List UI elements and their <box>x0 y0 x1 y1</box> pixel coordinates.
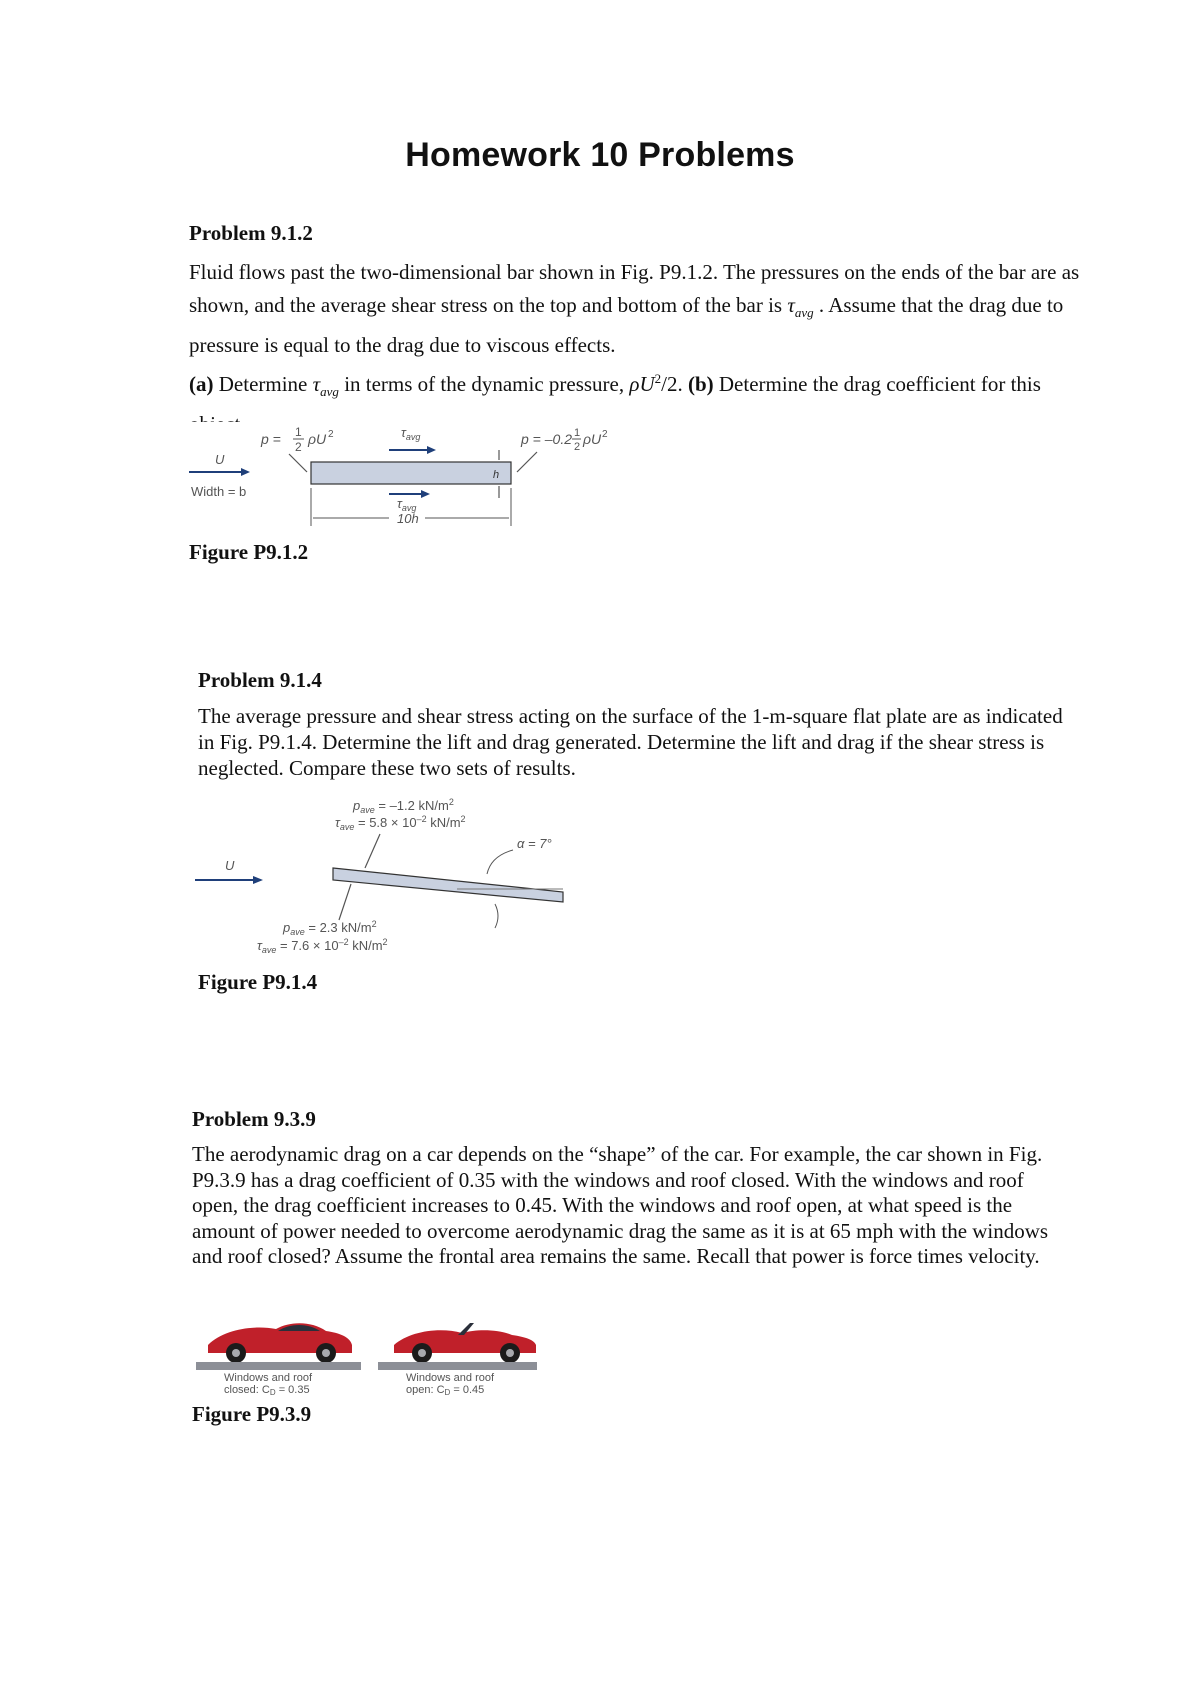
figure-p9-3-9 <box>194 1307 539 1395</box>
figure-caption: Figure P9.1.2 <box>189 540 309 564</box>
car-open-label-line2: open: CD = 0.45 <box>406 1384 485 1395</box>
tau-bottom-label: $\tau_{avg}$ <box>397 496 417 513</box>
problem-9-1-4 <box>198 668 1078 781</box>
problem-text: Fluid flows past the two-dimensional bar shown in Fig. P9.1.2. The pressures on the ends of the bar are as shown, and the average shear stress on the top and bottom of the bar is $\tau_{avg}$ . Assume that the drag due to pressure is equal to the drag due to viscous effects. (a) Determine $\tau_{avg}$ in terms of the dynamic pressure, $\rho U^2/2$. (b) Determine the drag coefficient for this <box>189 260 1080 399</box>
svg-text:1: 1 <box>574 427 581 439</box>
car-closed-label-line1: Windows and roof <box>224 1372 313 1384</box>
top-pressure-label: $p_{ave} = -1.2$ $kN/m^2$ <box>353 797 454 815</box>
flat-plate <box>333 868 563 902</box>
problem-heading: Problem 9.1.4 <box>198 668 322 692</box>
road <box>378 1362 537 1370</box>
bottom-pressure-label: $p_{ave} = 2.3$ $kN/m^2$ <box>283 919 377 937</box>
problem-text: The aerodynamic drag on a car depends on the “shape” of the car. For example, the car shown in Fig. P9.3.9 has a drag coefficient of 0.35 with the windows and roof closed. With the windows and roof open, the drag coefficient increases to 0.45. With the windows and roof open, at what speed is the amount of power needed to overcome aerodynamic drag the same as it is at 65 mph with the windows and roof closed? Assume the frontal area remains the same. Recall that power is force times velocity. <box>192 1142 1049 1268</box>
figure-p9-1-2 <box>189 422 619 528</box>
figure-caption: Figure P9.1.4 <box>198 970 318 994</box>
velocity-label: U <box>225 858 235 873</box>
velocity-label: U <box>215 452 225 467</box>
page-title: Homework 10 Problems <box>405 136 795 174</box>
problem-9-3-9 <box>192 1107 1072 1270</box>
car-closed <box>196 1323 361 1395</box>
two-dimensional-bar <box>311 462 511 484</box>
problem-heading: Problem 9.3.9 <box>192 1107 316 1131</box>
top-shear-label: $\tau_{ave} = 5.8 \times 10^{-2}$ $kN/m^2$ <box>335 814 466 832</box>
svg-text:2: 2 <box>328 429 334 440</box>
svg-text:2: 2 <box>602 429 608 440</box>
problem-text: The average pressure and shear stress acting on the surface of the 1-m-square flat plate are as indicated in Fig. P9.1.4. Determine the lift and drag generated. Determine the lift and drag if the shear stress is neglected. Compare these two sets of results. <box>198 704 1063 780</box>
svg-text:2: 2 <box>295 440 302 454</box>
figure-caption: Figure P9.3.9 <box>192 1402 312 1426</box>
figure-p9-1-4 <box>195 792 567 960</box>
car-closed-label-line2: closed: CD = 0.35 <box>224 1384 310 1395</box>
road <box>196 1362 361 1370</box>
svg-text:2: 2 <box>574 441 581 453</box>
angle-label: α = 7° <box>517 836 552 851</box>
svg-text:1: 1 <box>295 425 302 439</box>
svg-text:ρU: ρU <box>308 431 327 447</box>
pressure-right-label: p = –0.2 <box>521 431 572 447</box>
car-open <box>378 1323 537 1395</box>
width-label: Width = b <box>191 484 247 499</box>
bottom-shear-label: $\tau_{ave} = 7.6 \times 10^{-2}$ $kN/m^2$ <box>257 937 388 955</box>
height-label: h <box>493 469 500 481</box>
length-label: 10h <box>397 511 419 526</box>
car-open-label-line1: Windows and roof <box>406 1372 495 1384</box>
tau-top-label: $\tau_{avg}$ <box>401 425 421 442</box>
problem-9-1-2 <box>189 221 1089 441</box>
pressure-left-label: p = <box>261 431 281 447</box>
problem-heading: Problem 9.1.2 <box>189 221 313 245</box>
svg-text:ρU: ρU <box>583 431 602 447</box>
